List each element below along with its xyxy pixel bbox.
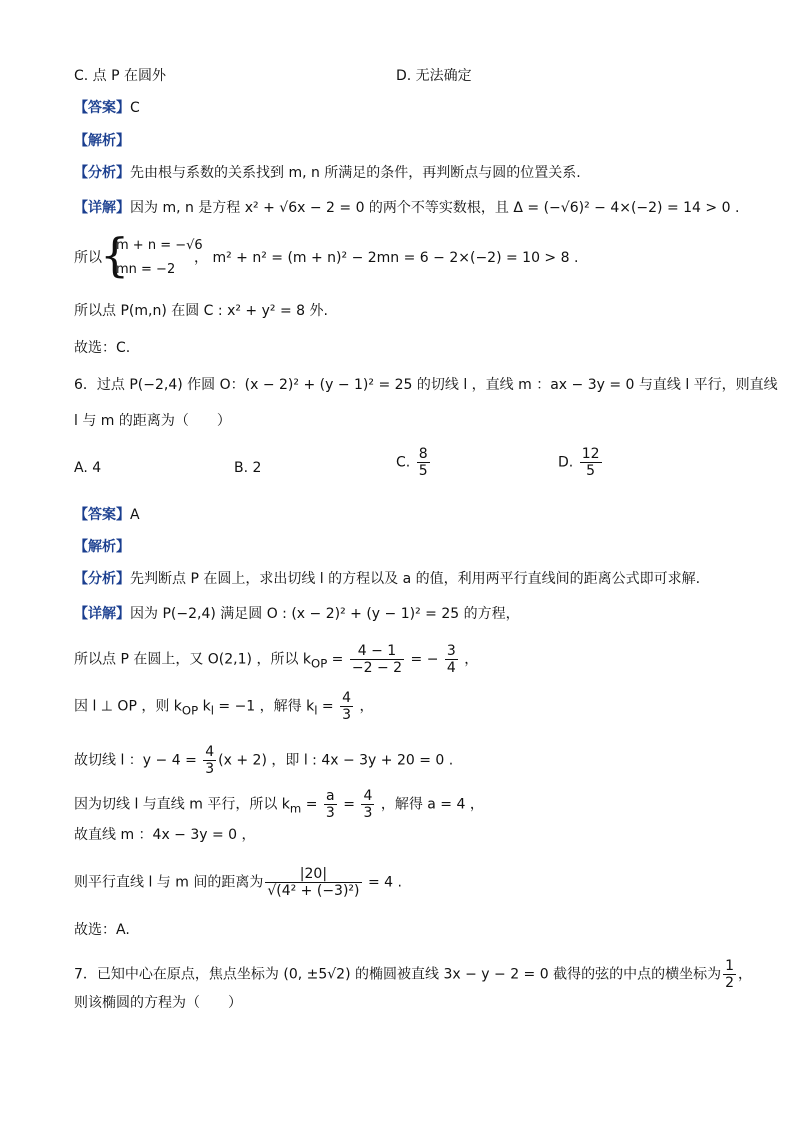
system-eq-1: m + n = −√6 xyxy=(116,238,203,253)
answer-tag: 【答案】 xyxy=(74,100,130,116)
point-outside-line: 所以点 P(m,n) 在圆 C : x² + y² = 8 外. xyxy=(74,303,328,319)
km-fraction xyxy=(324,788,337,821)
question-6-stem-1: 6．过点 P(−2,4) 作圆 O：(x − 2)² + (y − 1)² = 25 的切线 l ，直线 m ：ax − 3y = 0 与直线 l 平行，则直线 xyxy=(74,377,778,393)
option-d-label: D. xyxy=(558,454,574,471)
answer-tag: 【答案】 xyxy=(74,507,130,523)
analysis-tag: 【解析】 xyxy=(74,539,130,555)
brace-symbol: { xyxy=(100,228,130,282)
fenxi-text: 先由根与系数的关系找到 m, n 所满足的条件，再判断点与圆的位置关系. xyxy=(130,165,581,181)
system-eq-2: mn = −2 xyxy=(116,262,176,277)
denominator: 2 xyxy=(725,975,735,991)
equals: = xyxy=(317,698,339,715)
kop-fraction xyxy=(350,643,404,676)
answer-line xyxy=(74,98,140,118)
denominator: 3 xyxy=(342,707,352,723)
equals: = xyxy=(338,796,360,813)
detail-line xyxy=(74,604,520,624)
numerator: 3 xyxy=(446,643,456,659)
question-7-stem-1 xyxy=(74,958,752,991)
tangent-text: 故切线 l ：y − 4 = xyxy=(74,752,202,769)
sub-l: l xyxy=(210,703,214,718)
option-c-fraction xyxy=(417,446,430,479)
denominator: 5 xyxy=(586,463,596,479)
midpoint-fraction xyxy=(723,958,736,991)
kl-line xyxy=(74,690,373,723)
equals: = xyxy=(301,796,322,813)
numerator: 4 xyxy=(205,744,215,760)
analysis-heading xyxy=(74,131,130,151)
answer-value: A xyxy=(130,507,140,523)
option-c: C. 点 P 在圆外 xyxy=(74,68,167,84)
fenxi-tag: 【分析】 xyxy=(74,571,130,587)
comma: ， xyxy=(738,966,753,983)
k-text: k xyxy=(198,698,211,715)
comma: ， xyxy=(459,651,479,668)
choose-line: 故选：C. xyxy=(74,340,131,356)
tangent-equation: (x + 2) ，即 l : 4x − 3y + 20 = 0 . xyxy=(218,752,454,769)
detail-tag: 【详解】 xyxy=(74,606,130,622)
sub-l: l xyxy=(314,703,318,718)
detail-text: 因为 P(−2,4) 满足圆 O : (x − 2)² + (y − 1)² = 25 的方程， xyxy=(130,606,520,622)
distance-text: 则平行直线 l 与 m 间的距离为 xyxy=(74,874,264,891)
denominator: 3 xyxy=(325,805,335,821)
numerator: 4 xyxy=(342,690,352,706)
denominator: 3 xyxy=(363,805,373,821)
distance-result: = 4 . xyxy=(363,874,402,891)
tangent-fraction xyxy=(203,744,216,777)
numerator: 4 − 1 xyxy=(350,643,404,660)
numerator: |20| xyxy=(265,866,361,883)
line-m-equation: 故直线 m ：4x − 3y = 0 ， xyxy=(74,827,256,843)
detail-tag: 【详解】 xyxy=(74,200,130,216)
solve-text: = −1 ，解得 k xyxy=(213,698,315,715)
distance-fraction xyxy=(265,866,361,899)
sub-op: OP xyxy=(181,703,199,718)
kop-line xyxy=(74,643,478,676)
so-prefix: 所以 xyxy=(74,250,102,266)
numerator: 1 xyxy=(725,958,735,974)
answer-value: C xyxy=(130,100,140,116)
solve-a-text: ，解得 a = 4 ， xyxy=(376,796,484,813)
fenxi-line xyxy=(74,163,581,183)
denominator: 3 xyxy=(205,761,215,777)
perp-text: 因 l ⊥ OP ，则 k xyxy=(74,698,182,715)
denominator: √(4² + (−3)²) xyxy=(267,883,360,899)
numerator: 8 xyxy=(418,446,428,462)
fenxi-line xyxy=(74,569,700,589)
answer-line xyxy=(74,505,140,525)
km-value-fraction xyxy=(361,788,374,821)
tangent-line xyxy=(74,744,453,777)
sub-m: m xyxy=(289,801,302,816)
comma: ， xyxy=(355,698,374,715)
numerator: a xyxy=(324,788,337,805)
analysis-tag: 【解析】 xyxy=(74,133,130,149)
question-7-stem-2: 则该椭圆的方程为（ ） xyxy=(74,995,242,1011)
option-c-label: C. xyxy=(396,454,411,471)
option-d-fraction xyxy=(580,446,602,479)
distance-line xyxy=(74,866,402,899)
numerator: 4 xyxy=(363,788,373,804)
numerator: 12 xyxy=(581,446,600,462)
option-d xyxy=(558,446,604,479)
choose-line: 故选：A. xyxy=(74,922,130,938)
fenxi-text: 先判断点 P 在圆上，求出切线 l 的方程以及 a 的值，利用两平行直线间的距离公式即可求解. xyxy=(130,571,701,587)
km-line xyxy=(74,788,484,821)
parallel-text: 因为切线 l 与直线 m 平行，所以 k xyxy=(74,796,290,813)
kl-fraction xyxy=(340,690,353,723)
detail-text: 因为 m, n 是方程 x² + √6x − 2 = 0 的两个不等实数根，且 Δ = (−√6)² − 4×(−2) = 14 > 0 . xyxy=(130,200,740,216)
denominator: 4 xyxy=(446,660,456,676)
denominator: −2 − 2 xyxy=(351,660,403,676)
equals: = xyxy=(327,651,348,668)
question-6-stem-2: l 与 m 的距离为（ ） xyxy=(74,413,231,429)
option-d: D. 无法确定 xyxy=(396,68,472,84)
kop-subscript: OP xyxy=(311,656,328,671)
denominator: 5 xyxy=(418,463,428,479)
equals-minus: = − xyxy=(406,651,443,668)
option-a: A. 4 xyxy=(74,460,102,476)
option-b: B. 2 xyxy=(234,460,262,476)
kop-value-fraction xyxy=(445,643,458,676)
fenxi-tag: 【分析】 xyxy=(74,165,130,181)
analysis-heading xyxy=(74,537,130,557)
kop-text: 所以点 P 在圆上，又 O(2,1) ，所以 k xyxy=(74,651,312,668)
detail-line xyxy=(74,198,739,218)
option-c xyxy=(396,446,432,479)
sum-squares-line: ， m² + n² = (m + n)² − 2mn = 6 − 2×(−2) = 10 > 8 . xyxy=(194,250,579,266)
question-7-text: 7．已知中心在原点，焦点坐标为 (0, ±5√2) 的椭圆被直线 3x − y − 2 = 0 截得的弦的中点的横坐标为 xyxy=(74,966,722,983)
